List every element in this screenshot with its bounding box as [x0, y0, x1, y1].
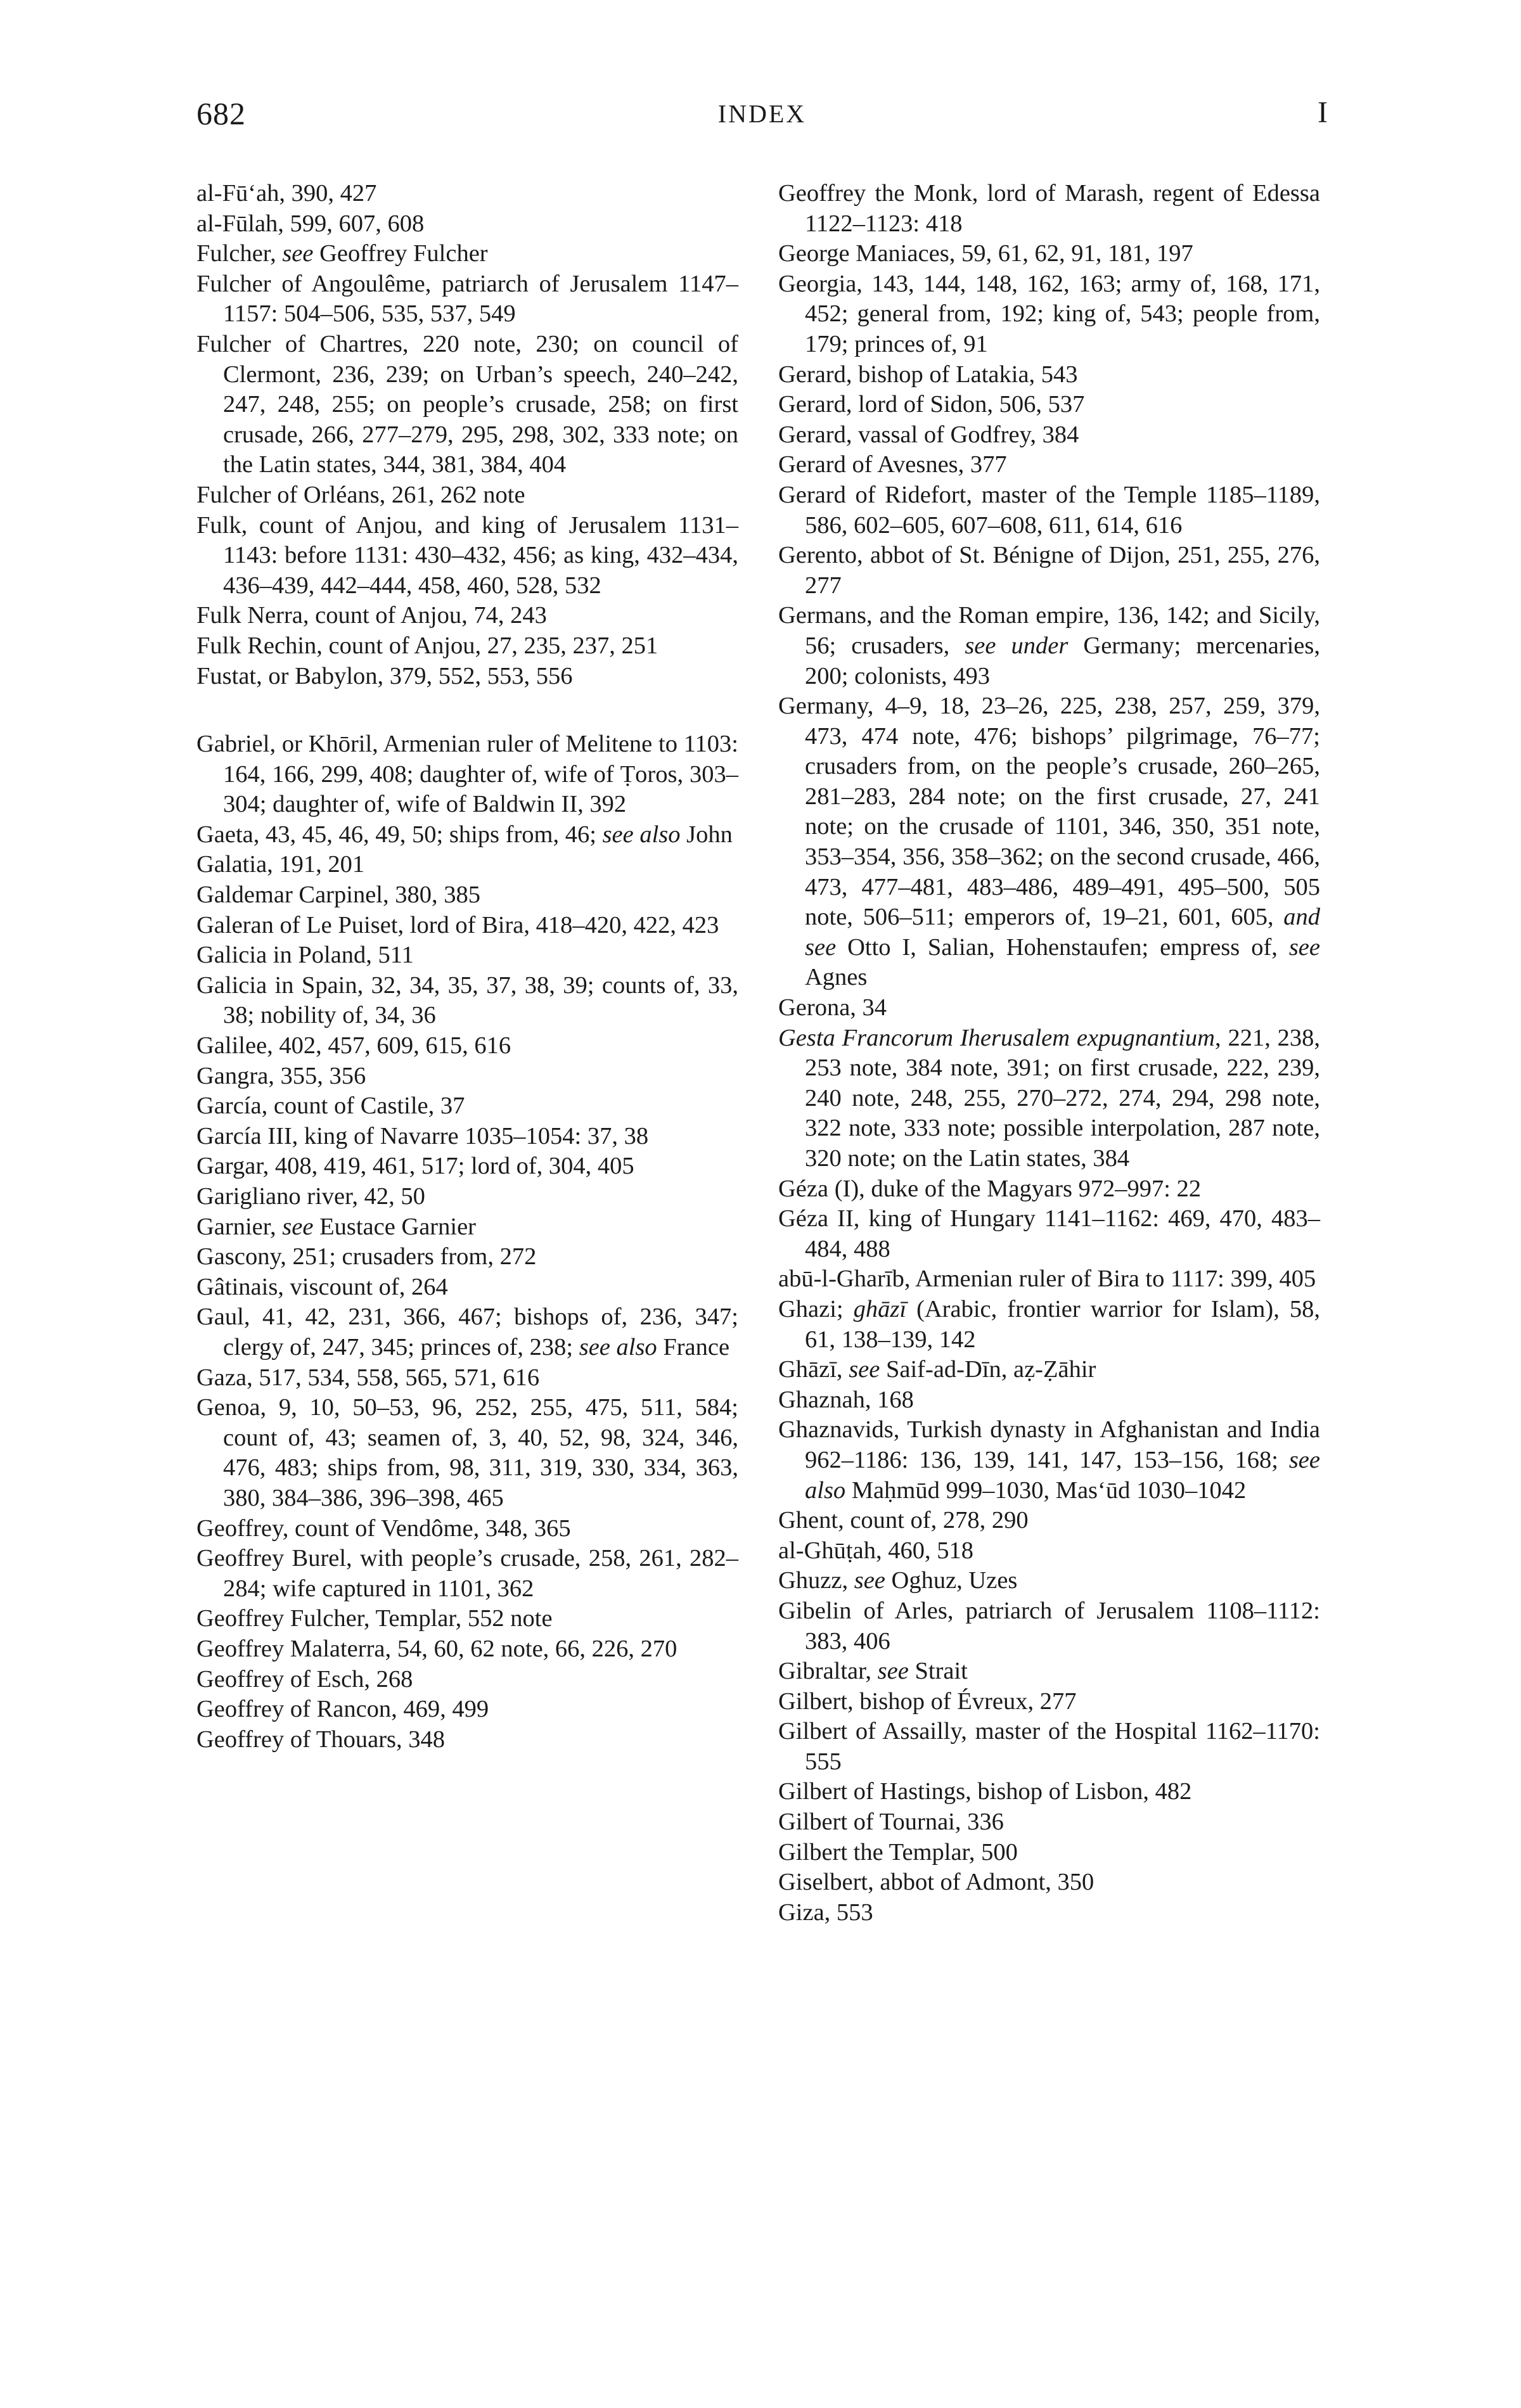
- index-entry: Geoffrey of Esch, 268: [196, 1665, 413, 1693]
- index-entry: Genoa, 9, 10, 50–53, 96, 252, 255, 475, 511, 584; count of, 43; seamen of, 3, 40, 52, 98, 324, 346, 476, 483; ships from, 98, 311, 319, 330, 334, 363, 380, 384–386, 396–398, 465: [196, 1394, 738, 1511]
- index-entry: George Maniaces, 59, 61, 62, 91, 181, 197: [778, 240, 1193, 267]
- index-entry: al-Ghūṭah, 460, 518: [778, 1537, 973, 1564]
- index-column-right: [778, 179, 1320, 1928]
- index-entry: Galicia in Spain, 32, 34, 35, 37, 38, 39; counts of, 33, 38; nobility of, 34, 36: [196, 971, 738, 1029]
- index-entry: Geoffrey of Thouars, 348: [196, 1726, 446, 1753]
- index-entry: Gilbert of Assailly, master of the Hospital 1162–1170: 555: [778, 1718, 1320, 1775]
- index-entry: García, count of Castile, 37: [196, 1092, 465, 1120]
- index-column-left: [196, 179, 738, 1755]
- index-entry: Gâtinais, viscount of, 264: [196, 1273, 448, 1300]
- index-entry: al-Fū‘ah, 390, 427: [196, 180, 377, 207]
- index-entry: Gaza, 517, 534, 558, 565, 571, 616: [196, 1364, 540, 1391]
- index-entry: Gilbert the Templar, 500: [778, 1838, 1018, 1866]
- index-entry: Gilbert of Hastings, bishop of Lisbon, 482: [778, 1778, 1192, 1805]
- index-entry: Gascony, 251; crusaders from, 272: [196, 1243, 537, 1271]
- running-head: INDEX: [717, 99, 807, 128]
- index-entry: Gaeta, 43, 45, 46, 49, 50; ships from, 46; see also John: [196, 821, 733, 848]
- index-entry: Gibraltar, see Strait: [778, 1658, 968, 1685]
- index-entry: Gabriel, or Khōril, Armenian ruler of Melitene to 1103: 164, 166, 299, 408; daughter of, wife of Ṭoros, 303–304; daughter of, wife of Baldwin II, 392: [196, 731, 738, 818]
- index-entry: Gerento, abbot of St. Bénigne of Dijon, 251, 255, 276, 277: [778, 542, 1320, 599]
- section-letter: I: [1318, 96, 1328, 129]
- index-entry: Geoffrey Fulcher, Templar, 552 note: [196, 1605, 553, 1632]
- index-entry: Gerona, 34: [778, 994, 887, 1021]
- page-header: [196, 95, 1328, 139]
- index-entry: Giza, 553: [778, 1899, 873, 1926]
- index-entry: Ghuzz, see Oghuz, Uzes: [778, 1567, 1018, 1594]
- index-entry: Gerard, vassal of Godfrey, 384: [778, 421, 1079, 448]
- index-entry: Géza II, king of Hungary 1141–1162: 469, 470, 483–484, 488: [778, 1205, 1320, 1262]
- index-entry: Ghaznah, 168: [778, 1386, 914, 1413]
- index-entry: Ghent, count of, 278, 290: [778, 1507, 1029, 1534]
- index-entry: Geoffrey Burel, with people’s crusade, 258, 261, 282–284; wife captured in 1101, 362: [196, 1545, 738, 1602]
- index-entry: Ghāzī, see Saif-ad-Dīn, aẓ-Ẓāhir: [778, 1356, 1096, 1383]
- index-entry: Galeran of Le Puiset, lord of Bira, 418–420, 422, 423: [196, 911, 719, 938]
- index-entry: Garigliano river, 42, 50: [196, 1183, 425, 1210]
- index-entry: Fustat, or Babylon, 379, 552, 553, 556: [196, 662, 573, 689]
- index-entry: Gangra, 355, 356: [196, 1062, 366, 1089]
- index-entry: Germany, 4–9, 18, 23–26, 225, 238, 257, 259, 379, 473, 474 note, 476; bishops’ pilgrimage, 76–77; crusaders from, on the people’s crusade, 260–265, 281–283, 284 note; on the first crusade, 27, 241 note; on the crusade of 1101, 346, 350, 351 note, 353–354, 356, 358–362; on the second crusade, 466, 473, 477–481, 483–486, 489–491, 495–500, 505 note, 506–511; emperors of, 19–21, 601, 605, and see Otto I, Salian, Hohenstaufen; empress of, see Agnes: [778, 693, 1320, 991]
- index-entry: Fulk, count of Anjou, and king of Jerusalem 1131–1143: before 1131: 430–432, 456; as king, 432–434, 436–439, 442–444, 458, 460, 528, 532: [196, 511, 738, 599]
- index-entry: al-Fūlah, 599, 607, 608: [196, 210, 425, 237]
- index-entry: Gesta Francorum Iherusalem expugnantium, 221, 238, 253 note, 384 note, 391; on first crusade, 222, 239, 240 note, 248, 255, 270–272, 274, 294, 298 note, 322 note, 333 note; possible interpolation, 287 note, 320 note; on the Latin states, 384: [778, 1024, 1321, 1172]
- index-entry: Gerard of Avesnes, 377: [778, 451, 1007, 478]
- index-entry: Géza (I), duke of the Magyars 972–997: 22: [778, 1175, 1202, 1202]
- index-entry: Gargar, 408, 419, 461, 517; lord of, 304, 405: [196, 1153, 634, 1180]
- index-entry: Geoffrey of Rancon, 469, 499: [196, 1696, 489, 1723]
- index-entry: Gilbert of Tournai, 336: [778, 1809, 1004, 1836]
- index-entry: Germans, and the Roman empire, 136, 142; and Sicily, 56; crusaders, see under Germany; mercenaries, 200; colonists, 493: [778, 602, 1320, 689]
- index-entry: Gilbert, bishop of Évreux, 277: [778, 1688, 1077, 1715]
- index-entry: Fulk Rechin, count of Anjou, 27, 235, 237, 251: [196, 632, 658, 659]
- index-entry: Geoffrey, count of Vendôme, 348, 365: [196, 1515, 571, 1542]
- index-entry: Gerard, lord of Sidon, 506, 537: [778, 391, 1085, 418]
- index-entry: Gerard, bishop of Latakia, 543: [778, 361, 1078, 388]
- index-entry: Gaul, 41, 42, 231, 366, 467; bishops of, 236, 347; clergy of, 247, 345; princes of, 238; see also France: [196, 1303, 738, 1361]
- index-entry: Fulcher of Orléans, 261, 262 note: [196, 481, 525, 508]
- index-entry: Gibelin of Arles, patriarch of Jerusalem 1108–1112: 383, 406: [778, 1597, 1320, 1655]
- index-entry: Geoffrey Malaterra, 54, 60, 62 note, 66, 226, 270: [196, 1635, 677, 1662]
- index-entry: Geoffrey the Monk, lord of Marash, regent of Edessa 1122–1123: 418: [778, 180, 1320, 237]
- index-entry: García III, king of Navarre 1035–1054: 37, 38: [196, 1122, 649, 1150]
- index-entry: Ghaznavids, Turkish dynasty in Afghanistan and India 962–1186: 136, 139, 141, 147, 153–156, 168; see also Maḥmūd 999–1030, Mas‘ūd 1030–1042: [778, 1416, 1320, 1504]
- index-entry: Gerard of Ridefort, master of the Temple 1185–1189, 586, 602–605, 607–608, 611, 614, 616: [778, 481, 1320, 539]
- index-entry: Fulk Nerra, count of Anjou, 74, 243: [196, 602, 547, 629]
- index-entry: Georgia, 143, 144, 148, 162, 163; army of, 168, 171, 452; general from, 192; king of, 543; people from, 179; princes of, 91: [778, 270, 1320, 357]
- index-entry: Ghazi; ghāzī (Arabic, frontier warrior for Islam), 58, 61, 138–139, 142: [778, 1295, 1320, 1353]
- index-entry: Garnier, see Eustace Garnier: [196, 1213, 476, 1240]
- index-entry: Fulcher, see Geoffrey Fulcher: [196, 240, 488, 267]
- index-entry: Fulcher of Chartres, 220 note, 230; on council of Clermont, 236, 239; on Urban’s speech, 240–242, 247, 248, 255; on people’s crusade, 258; on first crusade, 266, 277–279, 295, 298, 302, 333 note; on the Latin states, 344, 381, 384, 404: [196, 330, 738, 478]
- index-entry: Galicia in Poland, 511: [196, 942, 414, 969]
- index-entry: Giselbert, abbot of Admont, 350: [778, 1869, 1094, 1896]
- index-entry: Fulcher of Angoulême, patriarch of Jerusalem 1147–1157: 504–506, 535, 537, 549: [196, 270, 738, 328]
- index-entry: abū-l-Gharīb, Armenian ruler of Bira to 1117: 399, 405: [778, 1265, 1316, 1293]
- index-entry: Galdemar Carpinel, 380, 385: [196, 881, 480, 909]
- index-entry: Galilee, 402, 457, 609, 615, 616: [196, 1032, 511, 1060]
- page-number: 682: [196, 96, 246, 131]
- index-entry: Galatia, 191, 201: [196, 851, 365, 878]
